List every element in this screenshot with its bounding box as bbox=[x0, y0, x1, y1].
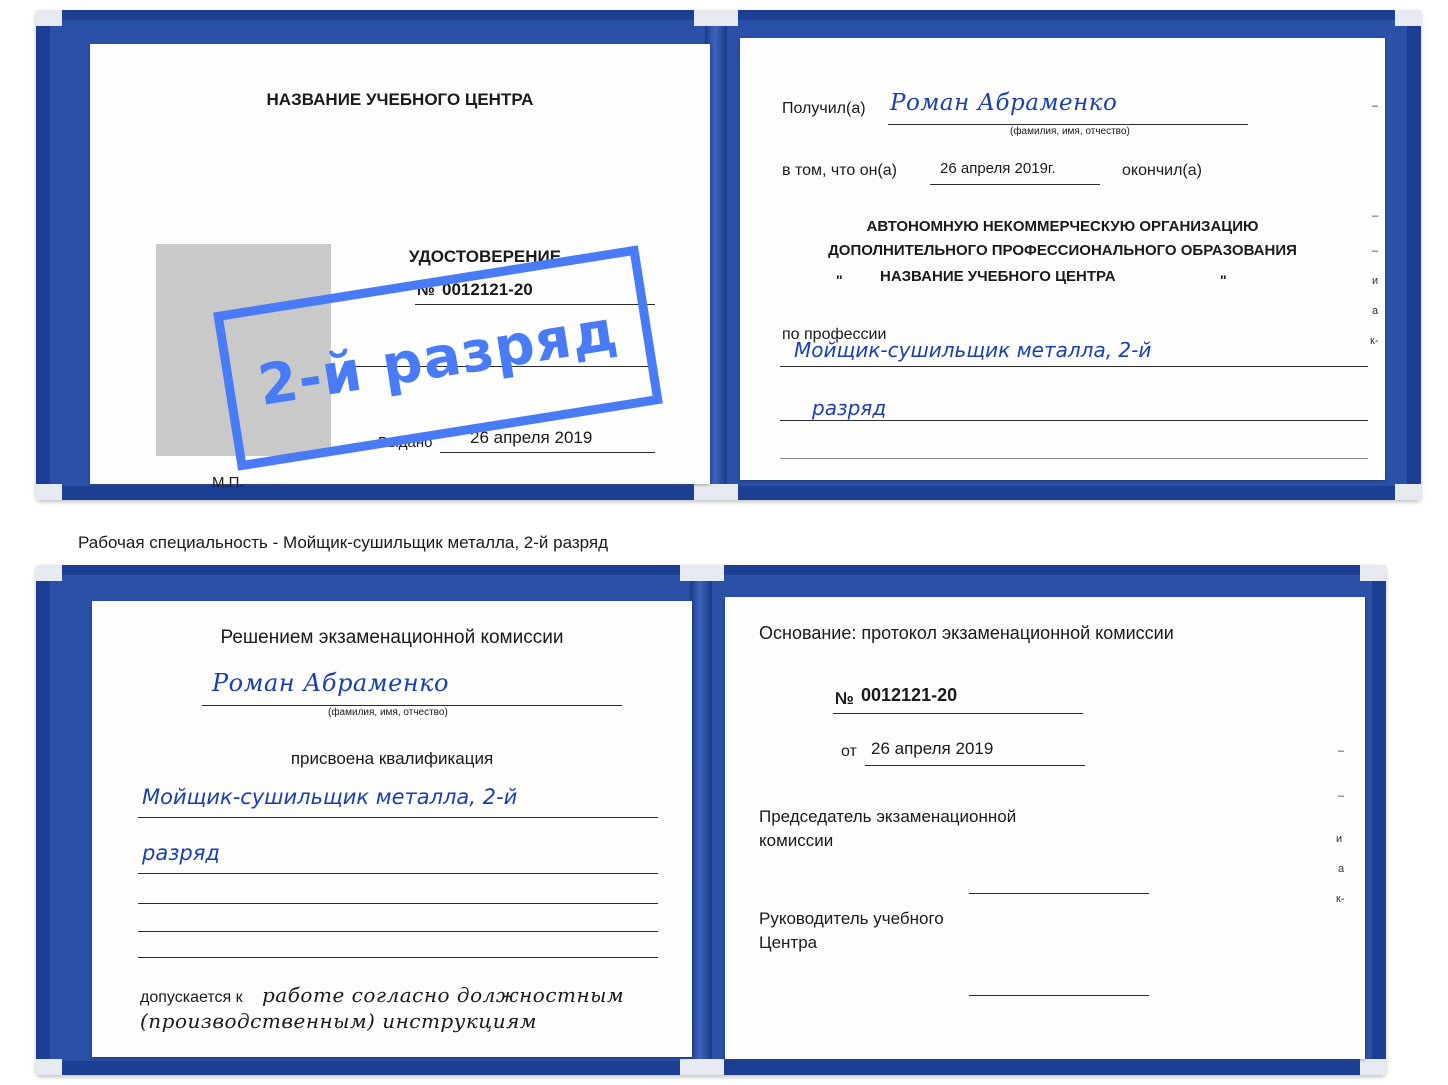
that-he-label: в том, что он(а) bbox=[782, 162, 897, 179]
book-spine bbox=[690, 575, 712, 1061]
qualification-line-2: разряд bbox=[142, 841, 220, 865]
page-edge-mark: – bbox=[1338, 790, 1345, 802]
image-caption: Рабочая специальность - Мойщик-сушильщик металла, 2-й разряд bbox=[78, 533, 609, 552]
head-line-2: Центра bbox=[759, 933, 818, 952]
cover-notch bbox=[1360, 565, 1386, 581]
signature-rule bbox=[969, 893, 1149, 894]
number-symbol: № bbox=[417, 282, 435, 299]
watermark-text: 2-й разряд bbox=[253, 297, 623, 419]
cover-notch bbox=[1360, 1059, 1386, 1075]
head-line-1: Руководитель учебного bbox=[759, 909, 944, 928]
rule bbox=[138, 903, 658, 904]
page-edge-mark: и bbox=[1372, 275, 1379, 287]
document-title: УДОСТОВЕРЕНИЕ bbox=[408, 247, 562, 266]
from-label: от bbox=[841, 743, 857, 760]
signature-rule bbox=[969, 995, 1149, 996]
decision-title: Решением экзаменационной комиссии bbox=[220, 627, 564, 648]
cover-notch bbox=[680, 1059, 724, 1075]
rule bbox=[780, 420, 1368, 421]
page-edge-mark: – bbox=[1338, 745, 1345, 757]
cover-notch bbox=[36, 565, 62, 581]
profession-label: по профессии bbox=[782, 326, 887, 343]
page-edge-mark: к- bbox=[1370, 335, 1379, 347]
chairman-line-1: Председатель экзаменационной bbox=[759, 807, 1017, 826]
page-edge-mark: а bbox=[1338, 863, 1345, 875]
rule bbox=[440, 452, 655, 453]
certificate-bottom-right-page bbox=[725, 597, 1365, 1059]
page-edge-mark: к- bbox=[1336, 893, 1345, 905]
rule bbox=[780, 458, 1368, 459]
cover-notch bbox=[36, 10, 62, 26]
certificate-top-right-page bbox=[740, 38, 1385, 480]
profession-value-line-1: Мойщик-сушильщик металла, 2-й bbox=[794, 338, 1152, 362]
qualification-label: присвоена квалификация bbox=[290, 749, 494, 768]
protocol-number: 0012121-20 bbox=[861, 685, 958, 705]
rule bbox=[888, 124, 1248, 125]
cover-notch bbox=[680, 565, 724, 581]
quote-close: " bbox=[1220, 272, 1227, 288]
issued-label: Выдано bbox=[378, 434, 433, 451]
rule bbox=[780, 366, 1368, 367]
admitted-value-line-2: (производственным) инструкциям bbox=[140, 1009, 537, 1033]
person-name: Роман Абраменко bbox=[212, 669, 449, 697]
certificate-top-inner bbox=[50, 20, 1407, 491]
admitted-label: допускается к bbox=[140, 989, 243, 1006]
seal-label: М.П. bbox=[212, 474, 244, 491]
rule bbox=[138, 931, 658, 932]
page-edge-mark: – bbox=[1372, 210, 1379, 222]
rule bbox=[138, 957, 658, 958]
received-name: Роман Абраменко bbox=[890, 90, 1118, 116]
rule bbox=[930, 184, 1100, 185]
cover-notch bbox=[1395, 484, 1421, 500]
page-edge-mark: – bbox=[1372, 245, 1379, 257]
qualification-line-1: Мойщик-сушильщик металла, 2-й bbox=[142, 785, 518, 809]
name-hint: (фамилия, имя, отчество) bbox=[328, 707, 448, 718]
rule bbox=[833, 713, 1083, 714]
organization-line-1: АВТОНОМНУЮ НЕКОММЕРЧЕСКУЮ ОРГАНИЗАЦИЮ bbox=[866, 218, 1259, 235]
certificate-bottom-inner bbox=[50, 575, 1372, 1061]
issued-date: 26 апреля 2019 bbox=[470, 428, 593, 447]
cover-notch bbox=[1395, 10, 1421, 26]
page-edge-mark: а bbox=[1372, 305, 1379, 317]
certificate-bottom bbox=[36, 565, 1386, 1075]
cover-notch bbox=[36, 484, 62, 500]
finish-date: 26 апреля 2019г. bbox=[940, 160, 1056, 177]
page-edge-mark: и bbox=[1336, 833, 1343, 845]
cover-notch bbox=[694, 484, 738, 500]
profession-value-line-2: разряд bbox=[812, 396, 887, 420]
certificate-bottom-left-page bbox=[92, 601, 692, 1057]
chairman-line-2: комиссии bbox=[759, 831, 834, 850]
training-center-name: НАЗВАНИЕ УЧЕБНОГО ЦЕНТРА bbox=[266, 90, 534, 109]
finished-label: окончил(а) bbox=[1122, 162, 1202, 179]
rule bbox=[202, 705, 622, 706]
cover-notch bbox=[694, 10, 738, 26]
name-hint: (фамилия, имя, отчество) bbox=[1010, 126, 1130, 137]
organization-line-3: НАЗВАНИЕ УЧЕБНОГО ЦЕНТРА bbox=[880, 268, 1116, 285]
rule bbox=[865, 765, 1085, 766]
admitted-value-line-1: работе согласно должностным bbox=[262, 983, 625, 1007]
certificate-number: 0012121-20 bbox=[442, 280, 533, 299]
from-date: 26 апреля 2019 bbox=[871, 739, 994, 758]
basis-label: Основание: протокол экзаменационной комиссии bbox=[759, 623, 1174, 643]
rule bbox=[138, 817, 658, 818]
received-label: Получил(а) bbox=[782, 100, 866, 117]
number-symbol: № bbox=[835, 689, 854, 708]
certificate-top bbox=[36, 10, 1421, 500]
cover-notch bbox=[36, 1059, 62, 1075]
organization-line-2: ДОПОЛНИТЕЛЬНОГО ПРОФЕССИОНАЛЬНОГО ОБРАЗОВАНИЯ bbox=[828, 242, 1297, 259]
page-edge-mark: – bbox=[1372, 100, 1379, 112]
quote-open: " bbox=[836, 272, 843, 288]
rule bbox=[138, 873, 658, 874]
